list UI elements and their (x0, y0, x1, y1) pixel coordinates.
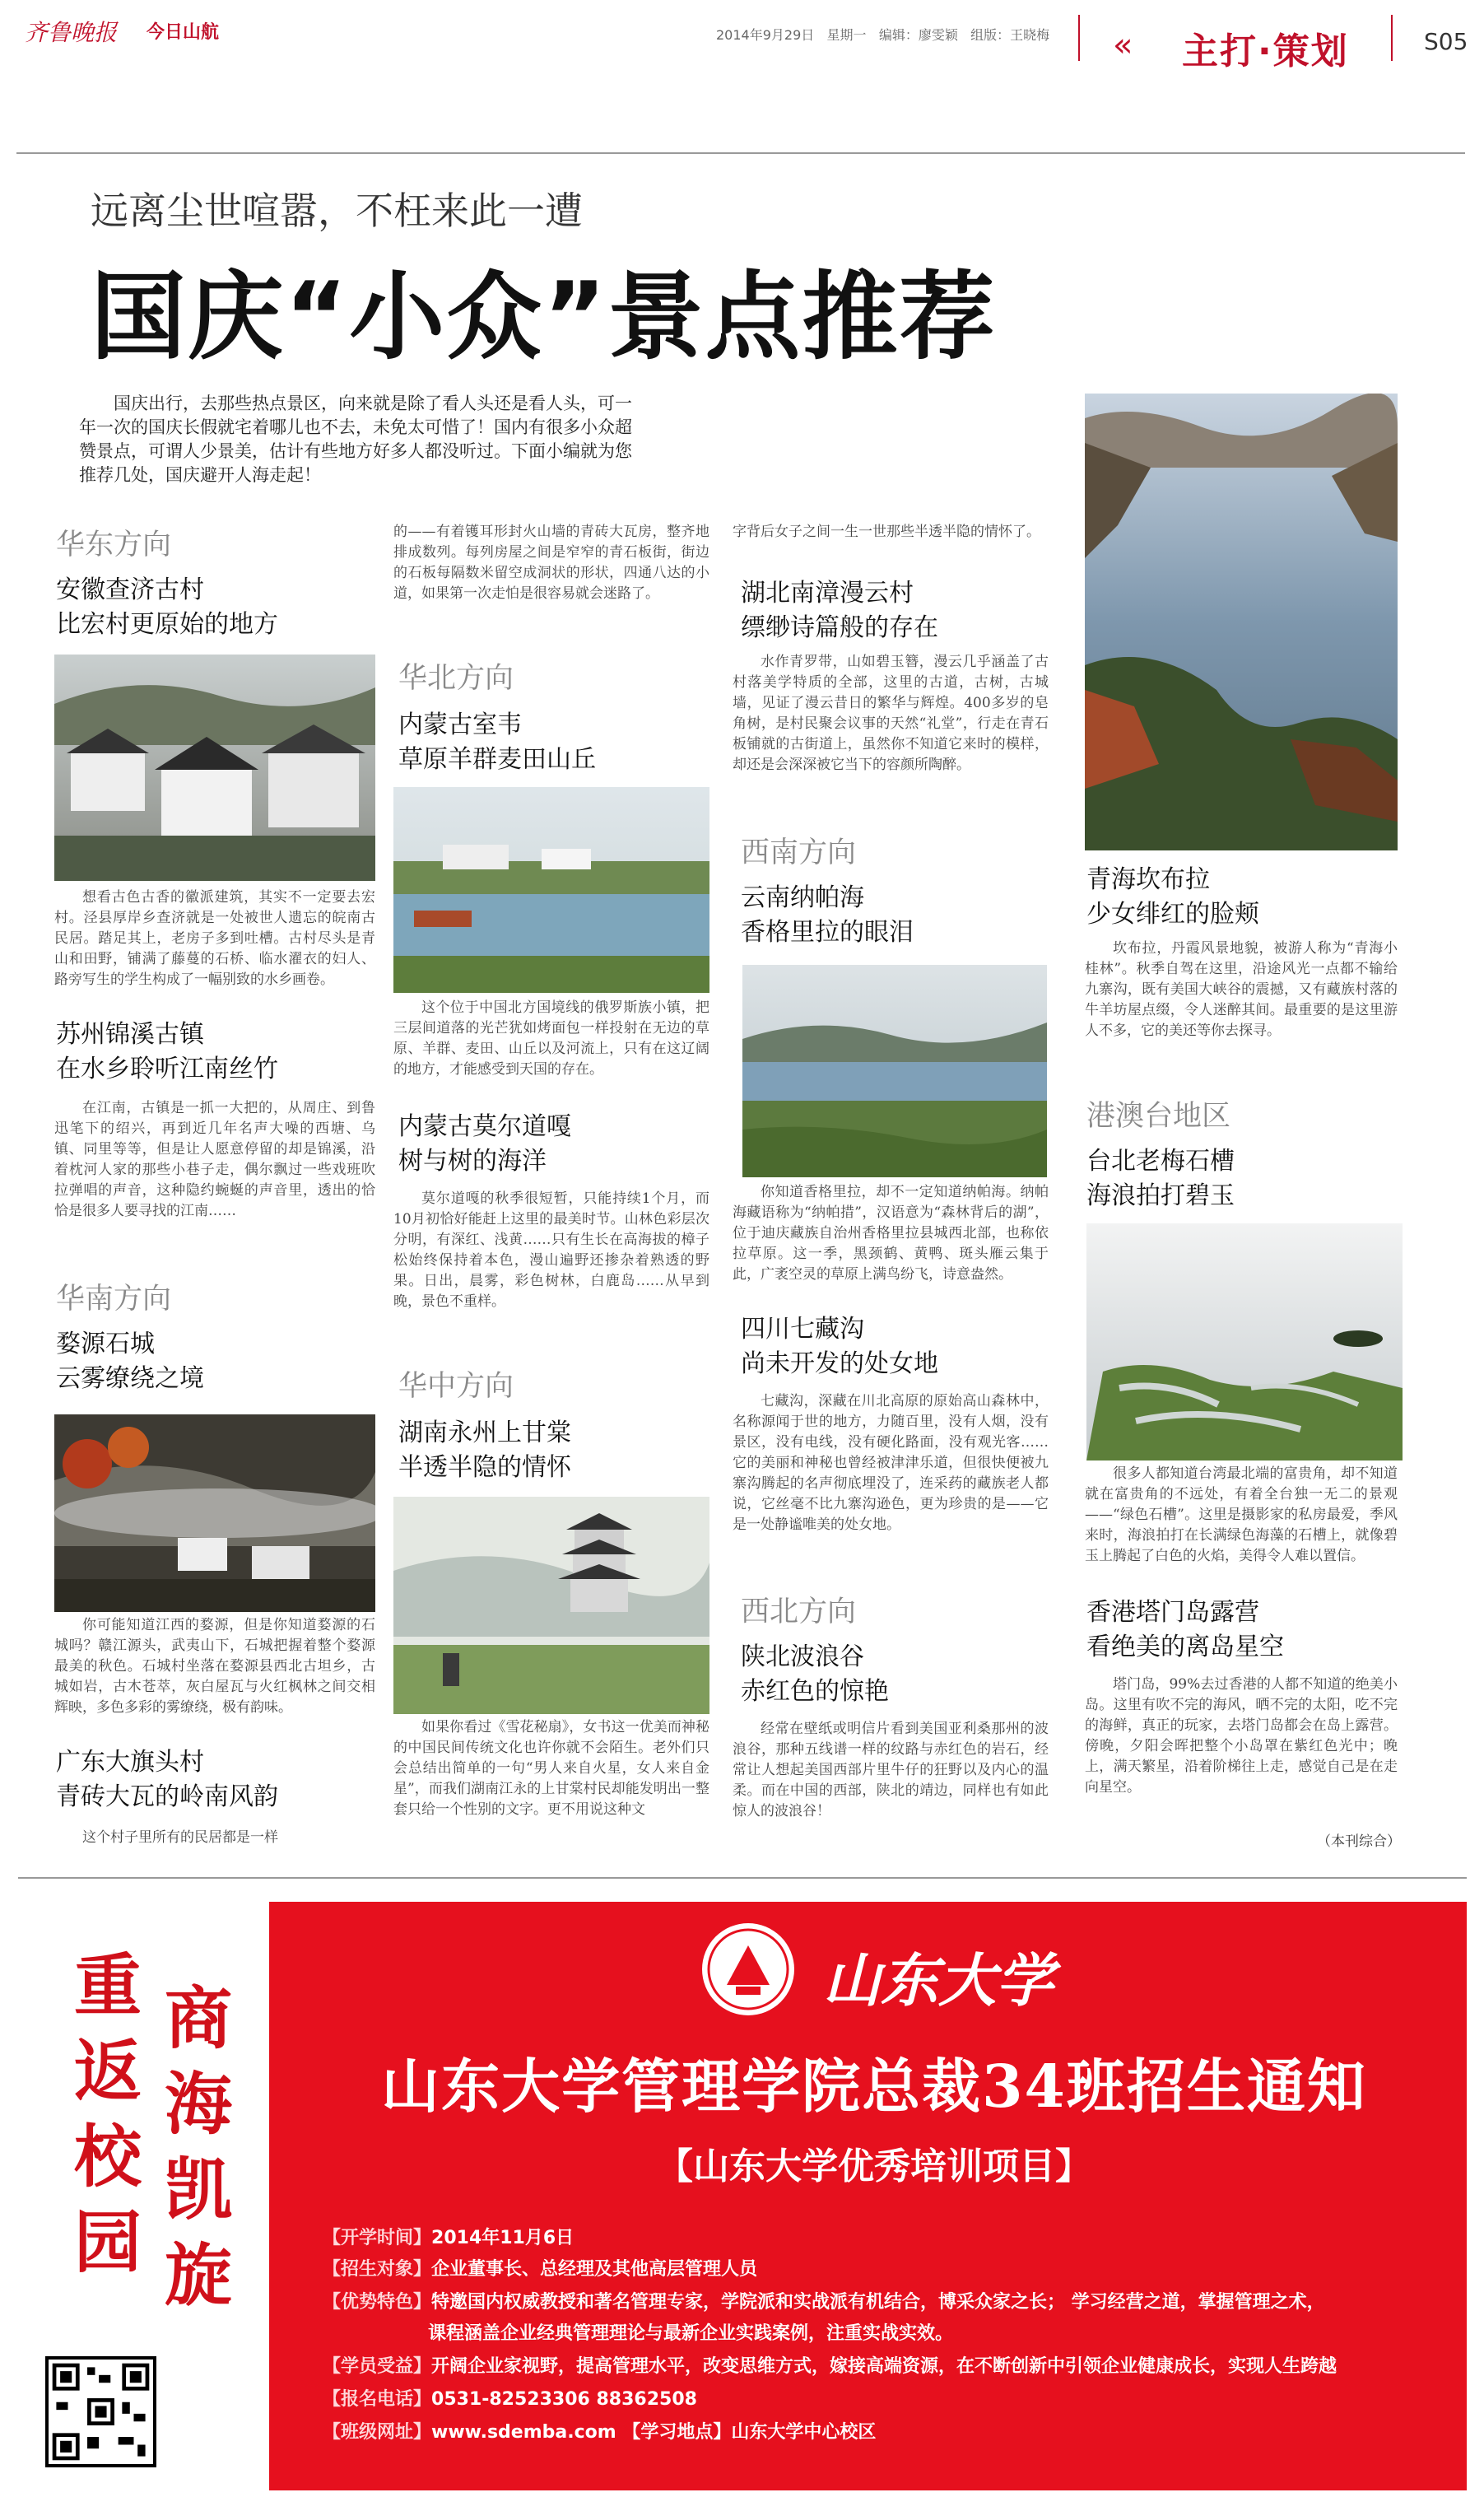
article-body: 这个村子里所有的民居都是一样 (82, 1829, 278, 1846)
article-headline (741, 881, 914, 950)
region-heading: 华南方向 (56, 1283, 172, 1316)
ad-info-text: 企业董事长、总经理及其他高层管理人员 (431, 2259, 758, 2280)
article-body: 你知道香格里拉，却不一定知道纳帕海。纳帕海藏语称为“纳帕措”，汉语意为“森林背后的湖”，位于迪庆藏族自治州香格里拉县城西北部，也称依拉草原。这一季，黑颈鹤、黄鸭、斑头雁云集于此，广袤空灵的草原上满鸟纷飞，诗意盎然。 (733, 1184, 1049, 1283)
headline-line: 赤红色的惊艳 (741, 1677, 889, 1706)
headline-line: 安徽查济古村 (56, 575, 204, 604)
headline-line: 苏州锦溪古镇 (56, 1020, 204, 1049)
article-headline (1086, 1144, 1235, 1214)
website-link[interactable]: www.sdemba.com 【学习地点】山东大学中心校区 (431, 2422, 877, 2443)
ad-info-label: 【招生对象】 (323, 2259, 432, 2280)
region-heading: 华中方向 (398, 1370, 514, 1403)
article-body: 水作青罗带，山如碧玉簪，漫云几乎涵盖了古村落美学特质的全部，这里的古道，古树，古城墙，见证了漫云昔日的繁华与辉煌。400多岁的皂角树，是村民聚会议事的天然“礼堂”，行走在青石板铺就的古街道上，虽然你不知道它来时的模样，却还是会深深被它当下的容颜所陶醉。 (733, 654, 1049, 773)
masthead (25, 15, 1468, 74)
article-headline (741, 1640, 889, 1709)
ad-subtitle: 【山东大学优秀培训项目】 (657, 2145, 1091, 2187)
article-body: 很多人都知道台湾最北端的富贵角，却不知道就在富贵角的不远处，有着全台独一无二的景观——“绿色石槽”。这里是摄影家的私房最爱，季风来时，海浪拍打在长满绿色海藻的石槽上，就像碧玉上腾起了白色的火焰，美得令人难以置信。 (1085, 1465, 1398, 1564)
headline-line: 青海坎布拉 (1086, 865, 1210, 894)
feature-title: 国庆“小众”景点推荐 (91, 262, 997, 373)
article-body: 你可能知道江西的婺源，但是你知道婺源的石城吗？赣江源头，武夷山下，石城把握着整个婺源最美的秋色。石城村坐落在婺源县西北古坦乡，古城如岩，古木苍萃，灰白屋瓦与火红枫林之间交相辉映，多色多彩的雾缭绕，极有韵味。 (54, 1617, 375, 1716)
headline-line: 青砖大瓦的岭南风韵 (56, 1782, 278, 1811)
designer: 组版：王晓梅 (970, 27, 1050, 43)
ad-info-line (428, 2320, 953, 2348)
article-headline (398, 1416, 571, 1485)
ad-info-line (323, 2353, 1337, 2381)
region-heading: 港澳台地区 (1086, 1100, 1231, 1133)
region-heading: 西南方向 (741, 836, 857, 869)
article-headline (56, 1018, 278, 1087)
page-number: S05 (1424, 28, 1468, 55)
issue-meta (716, 25, 1049, 44)
divider (1078, 15, 1080, 61)
editor: 编辑：廖雯颖 (878, 27, 958, 43)
article-body: 的——有着镬耳形封火山墙的青砖大瓦房，整齐地排成数列。每列房屋之间是窄窄的青石板街，街边的石板每隔数米留空成洞状的形状，四通八达的小道，如果第一次走怕是很容易就会迷路了。 (393, 524, 709, 602)
photo-laomei-stone-trough (1086, 1223, 1403, 1460)
headline-line: 尚未开发的处女地 (741, 1349, 938, 1378)
ad-info-line (323, 2224, 574, 2252)
region-heading: 华北方向 (398, 662, 514, 695)
ad-info-label: 【报名电话】 (323, 2389, 432, 2410)
ad-info-label: 【班级网址】 (323, 2422, 432, 2443)
article-body: 七藏沟，深藏在川北高原的原始高山森林中，名称源闻于世的地方，力随百里，没有人烟，没有景区，没有电线，没有硬化路面，没有观光客……它的美丽和神秘也曾经被津津乐道，但很快便被九寨沟腾起的名声彻底埋没了，连采药的藏族老人都说，它丝毫不比九寨沟逊色，更为珍贵的是——它是一处静谧唯美的处女地。 (733, 1393, 1049, 1533)
headline-line: 看绝美的离岛星空 (1086, 1633, 1284, 1661)
ad-info-label: 【开学时间】 (323, 2228, 432, 2248)
article-headline (741, 1312, 938, 1381)
headline-line: 香港塔门岛露营 (1086, 1598, 1259, 1627)
headline-line: 半透半隐的情怀 (398, 1453, 571, 1482)
divider (1391, 15, 1393, 61)
divider (18, 1877, 1467, 1879)
headline-line: 缥缈诗篇般的存在 (741, 613, 938, 642)
article-body: 想看古色古香的徽派建筑，其实不一定要去宏村。泾县厚岸乡查济就是一处被世人遗忘的皖南古民居。踏足其上，老房子多到吐槽。古村尽头是青山和田野，铺满了藤蔓的石桥、临水濯衣的妇人、路旁写生的学生构成了一幅别致的水乡画卷。 (54, 889, 375, 988)
photo-napahai (742, 965, 1047, 1177)
article-body: 如果你看过《雪花秘扇》，女书这一优美而神秘的中国民间传统文化也许你就不会陌生。老外们只会总结出简单的一句“男人来自火星，女人来自金星”，而我们湖南江永的上甘棠村民却能发明出一整套只给一个性别的文字。更不用说这种文 (393, 1719, 709, 1818)
phone-number[interactable]: 0531-82523306 88362508 (431, 2389, 697, 2410)
ad-calligraphy: 商海凯旋 (165, 1979, 233, 2315)
article-headline (741, 576, 938, 645)
ad-info-label: 【优势特色】 (323, 2292, 432, 2313)
headline-line: 海浪拍打碧玉 (1086, 1181, 1235, 1210)
ad-title: 山东大学管理学院总裁34班招生通知 (381, 2052, 1367, 2121)
headline-line: 陕北波浪谷 (741, 1642, 864, 1671)
article-headline (1086, 863, 1259, 932)
headline-line: 内蒙古室韦 (398, 710, 522, 739)
feature-intro: 国庆出行，去那些热点景区，向来就是除了看人头还是看人头，可一年一次的国庆长假就宅着哪儿也不去，未免太可惜了！国内有很多小众超赞景点，可谓人少景美，估计有些地方好多人都没听过。下面小编就为您推荐几处，国庆避开人海走起！ (79, 394, 632, 485)
ad-info-label: 【学员受益】 (323, 2356, 432, 2377)
divider (16, 152, 1465, 154)
headline-line: 树与树的海洋 (398, 1147, 547, 1176)
article-body: 字背后女子之间一生一世那些半透半隐的情怀了。 (733, 524, 1040, 540)
article-body: 经常在壁纸或明信片看到美国亚利桑那州的波浪谷，那种五线谱一样的纹路与赤红色的岩石，经常让人想起美国西部片里牛仔的狂野以及内心的温柔。而在中国的西部，陕北的靖边，同样也有如此惊人的波浪谷！ (733, 1721, 1049, 1819)
article-body: 莫尔道嘎的秋季很短暂，只能持续1个月，而10月初恰好能赶上这里的最美时节。山林色彩层次分明，有深红、浅黄……只有生长在高海拔的樟子松始终保持着本色，漫山遍野还掺杂着熟透的野果。日出，晨雾，彩色树林，白鹿岛……从早到晚，景色不重样。 (393, 1190, 709, 1310)
headline-line: 香格里拉的眼泪 (741, 918, 914, 947)
headline-line: 湖北南漳漫云村 (741, 579, 914, 608)
photo-shicheng (54, 1414, 375, 1612)
newspaper-logo: 齐鲁晚报 (25, 19, 118, 46)
ad-calligraphy: 重返校园 (74, 1946, 142, 2282)
headline-line: 湖南永州上甘棠 (398, 1419, 571, 1447)
headline-line: 内蒙古莫尔道嘎 (398, 1112, 571, 1141)
photo-chaji-village (54, 655, 375, 881)
ad-info-text: 课程涵盖企业经典管理理论与最新企业实践案例，注重实战实效。 (428, 2323, 954, 2344)
headline-line: 草原羊群麦田山丘 (398, 745, 596, 774)
region-heading: 华东方向 (56, 529, 172, 561)
headline-line: 四川七藏沟 (741, 1315, 864, 1344)
university-name: 山东大学 (823, 1946, 1054, 2015)
ad-info-line (323, 2419, 876, 2447)
article-headline (398, 708, 596, 777)
headline-line: 广东大旗头村 (56, 1748, 204, 1777)
qr-code-icon[interactable] (45, 2356, 156, 2467)
page-topic: 主打·策划 (1182, 30, 1349, 72)
photo-shangganjtang (393, 1497, 709, 1714)
article-body: 在江南，古镇是一抓一大把的，从周庄、到鲁迅笔下的绍兴，再到近几年名声大噪的西塘、乌镇、同里等等，但是让人愿意停留的却是锦溪，沿着枕河人家的那些小巷子走，偶尔飘过一些戏班吹拉弹唱的声音，这种隐约蜿蜒的声音里，透出的恰恰是很多人要寻找的江南…… (54, 1100, 375, 1219)
university-seal-icon (700, 1921, 797, 2018)
ad-info-text: 特邀国内权威教授和著名管理专家，学院派和实战派有机结合，博采众家之长； 学习经营之道，掌握管理之术， (431, 2292, 1325, 2313)
headline-line: 云雾缭绕之境 (56, 1364, 204, 1393)
headline-line: 台北老梅石槽 (1086, 1147, 1235, 1176)
issue-date: 2014年9月29日 (716, 27, 815, 43)
ad-info-line (323, 2256, 757, 2284)
headline-line: 比宏村更原始的地方 (56, 610, 278, 639)
article-body: 塔门岛，99%去过香港的人都不知道的绝美小岛。这里有吹不完的海风，晒不完的太阳，吃不完的海鲜，真正的玩家，去塔门岛都会在岛上露营。傍晚，夕阳会晖把整个小岛罩在紫红色光中；晚上，满天繁星，沿着阶梯往上走，感觉自己是在走向星空。 (1085, 1676, 1398, 1796)
ad-info-line (323, 2386, 697, 2414)
feature-subtitle: 远离尘世喧嚣，不枉来此一遭 (91, 189, 583, 233)
section-name: 今日山航 (147, 22, 220, 43)
article-headline (56, 1327, 204, 1396)
ad-info-line (323, 2289, 1325, 2317)
photo-shiwei (393, 787, 709, 993)
ad-info-text: 2014年11月6日 (431, 2228, 575, 2248)
headline-line: 少女绯红的脸颊 (1086, 900, 1259, 929)
headline-line: 婺源石城 (56, 1330, 155, 1358)
headline-line: 云南纳帕海 (741, 883, 864, 912)
article-body: 坎布拉，丹霞风景地貌，被游人称为“青海小桂林”。秋季自驾在这里，沿途风光一点都不输给九寨沟，既有美国大峡谷的震撼，又有藏族村落的牛羊坊屋点缀，令人迷醉其间。最重要的是这里游人不多，它的美还等你去探寻。 (1085, 940, 1398, 1039)
chevron-left-icon: « (1113, 26, 1133, 64)
article-body: 这个位于中国北方国境线的俄罗斯族小镇，把三层间道落的光芒犹如烤面包一样投射在无边的草原、羊群、麦田、山丘以及河流上，只有在这辽阔的地方，才能感受到天国的存在。 (393, 999, 709, 1078)
article-headline (56, 573, 278, 642)
headline-line: 在水乡聆听江南丝竹 (56, 1055, 278, 1083)
region-heading: 西北方向 (741, 1596, 857, 1628)
ad-info-text: 开阔企业家视野，提高管理水平，改变思维方式，嫁接高端资源，在不断创新中引领企业健康成长，实现人生跨越 (431, 2356, 1337, 2377)
article-headline (56, 1745, 278, 1815)
issue-weekday: 星期一 (826, 27, 867, 43)
article-headline (1086, 1596, 1284, 1665)
article-headline (398, 1110, 571, 1179)
photo-kanbula (1085, 394, 1398, 850)
article-source: （本刊综合） (1317, 1833, 1401, 1850)
